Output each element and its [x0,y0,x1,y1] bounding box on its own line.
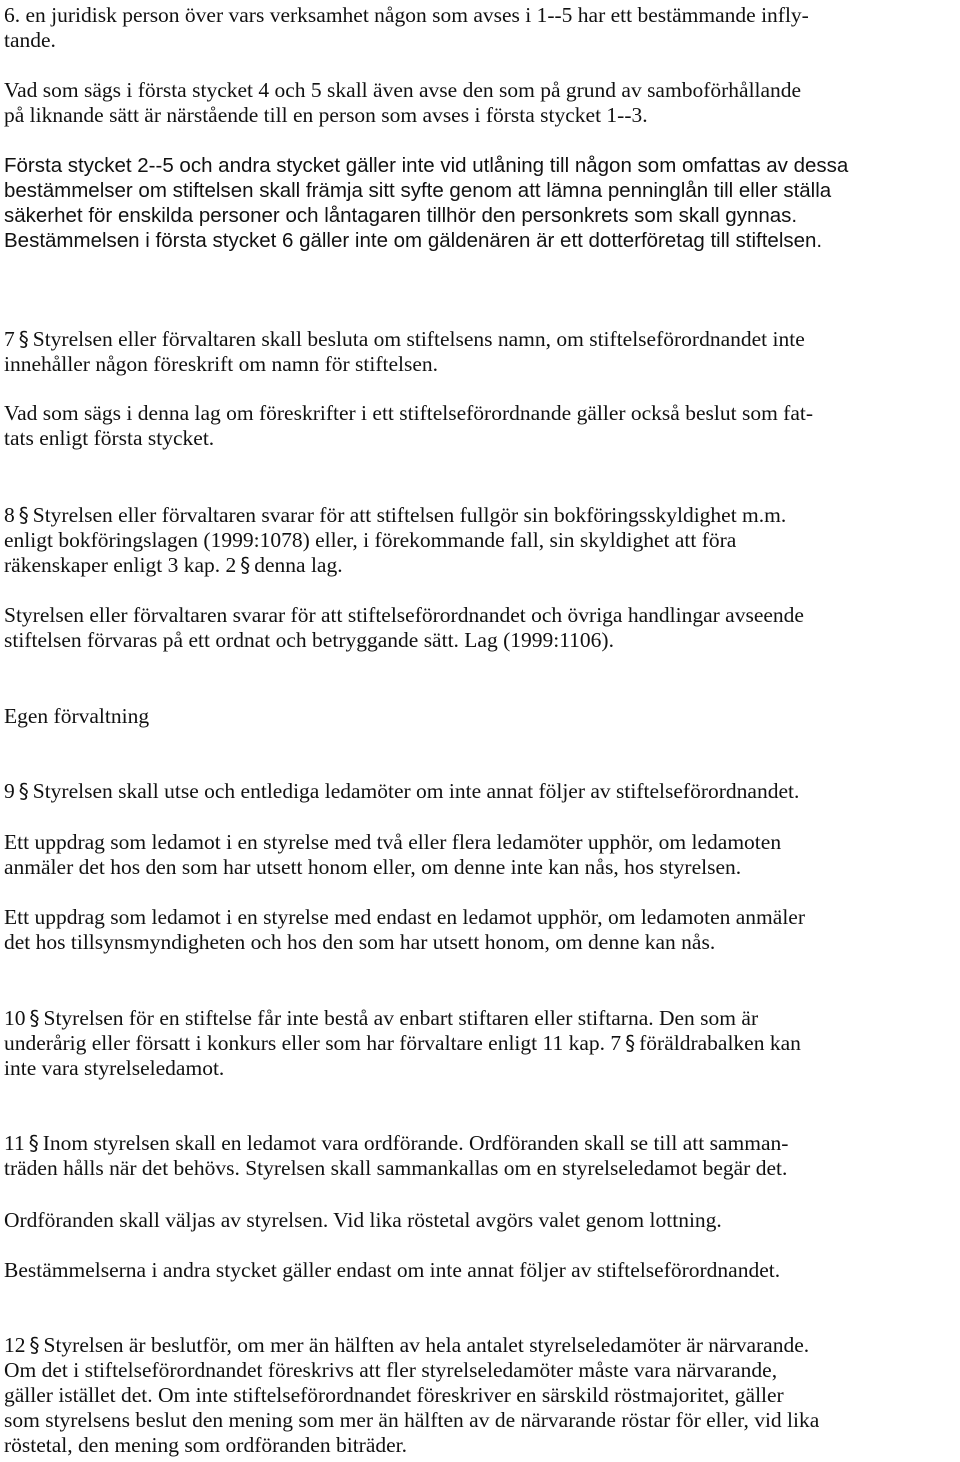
text-line: Vad som sägs i denna lag om föreskrifter i ett stiftelseförordnande gäller också beslut som fat- [4,401,814,425]
text-content: Styrelsen eller förvaltaren skall besluta om stiftelsens namn, om stiftelseförordnandet inte [32,327,805,351]
text-content: Inom styrelsen skall en ledamot vara ordförande. Ordföranden skall se till att samman- [42,1131,789,1155]
section-sign: § [18,327,29,351]
text-content: denna lag. [254,553,343,577]
section-10 [4,1006,950,1081]
text-content: underårig eller försatt i konkurs eller som har förvaltare enligt 11 kap. 7 [4,1031,622,1055]
text-line [4,1333,950,1358]
section-sign: § [240,553,251,577]
text-line: tande. [4,28,56,52]
paragraph-utlaning [4,153,950,253]
section-sign: § [28,1131,39,1155]
section-heading: Egen förvaltning [4,704,150,728]
section-9 [4,779,950,804]
text-line: på liknande sätt är närstående till en person som avses i första stycket 1--3. [4,103,648,127]
paragraph-item-6 [4,3,950,53]
text-line: träden hålls när det behövs. Styrelsen skall sammankallas om en styrelseledamot begär det. [4,1156,788,1180]
text-line: tats enligt första stycket. [4,426,215,450]
text-line: Bestämmelsen i första stycket 6 gäller inte om gäldenären är ett dotterföretag till stiftelsen. [4,229,823,252]
section-11 [4,1131,950,1181]
text-line: anmäler det hos den som har utsett honom eller, om denne inte kan nås, hos styrelsen. [4,855,742,879]
text-line: det hos tillsynsmyndigheten och hos den som har utsett honom, om denne kan nås. [4,930,716,954]
section-sign: § [29,1333,40,1357]
section-number: 12 [4,1333,26,1357]
text-line: säkerhet för enskilda personer och låntagaren tillhör den personkrets som skall gynnas. [4,204,798,227]
text-line [4,327,950,352]
text-line: Vad som sägs i första stycket 4 och 5 skall även avse den som på grund av samboförhållande [4,78,802,102]
text-line [4,1131,950,1156]
text-line: Ett uppdrag som ledamot i en styrelse med två eller flera ledamöter upphör, om ledamoten [4,830,782,854]
text-line [4,503,950,528]
text-content: räkenskaper enligt 3 kap. 2 [4,553,237,577]
text-line [4,1006,950,1031]
text-line [4,779,950,804]
text-line: stiftelsen förvaras på ett ordnat och betryggande sätt. Lag (1999:1106). [4,628,614,652]
text-line: Ett uppdrag som ledamot i en styrelse med endast en ledamot upphör, om ledamoten anmäler [4,905,805,929]
text-line: Första stycket 2--5 och andra stycket gäller inte vid utlåning till någon som omfattas av dessa [4,154,849,177]
text-line [4,553,950,578]
paragraph-flera-ledamoter [4,830,950,880]
text-line: röstetal, den mening som ordföranden biträder. [4,1433,408,1457]
text-line: som styrelsens beslut den mening som mer än hälften av de närvarande röstar för eller, vid lika [4,1408,820,1432]
section-number: 7 [4,327,15,351]
text-content: Styrelsen för en stiftelse får inte bestå av enbart stiftaren eller stiftarna. Den som är [43,1006,759,1030]
heading-egen-forvaltning [4,704,950,729]
section-sign: § [18,503,29,527]
section-sign: § [29,1006,40,1030]
text-line: gäller istället det. Om inte stiftelseförordnandet föreskriver en särskild röstmajoritet, gäller [4,1383,784,1407]
paragraph-en-ledamot [4,905,950,955]
section-7 [4,327,950,377]
text-content: Styrelsen eller förvaltaren svarar för att stiftelsen fullgör sin bokföringsskyldighet m.m. [32,503,787,527]
text-content: föräldrabalken kan [639,1031,801,1055]
text-content: Styrelsen är beslutför, om mer än hälften av hela antalet styrelseledamöter är närvarande. [43,1333,810,1357]
text-line: innehåller någon föreskrift om namn för stiftelsen. [4,352,439,376]
text-line: inte vara styrelseledamot. [4,1056,225,1080]
section-number: 9 [4,779,15,803]
paragraph-handlingar [4,603,950,653]
text-line: bestämmelser om stiftelsen skall främja sitt syfte genom att lämna penninglån till eller ställa [4,179,832,202]
text-line: Ordföranden skall väljas av styrelsen. Vid lika röstetal avgörs valet genom lottning. [4,1208,722,1232]
section-8 [4,503,950,578]
paragraph-foreskrifter [4,401,950,451]
section-12 [4,1333,950,1458]
section-sign: § [625,1031,636,1055]
paragraph-sambo [4,78,950,128]
text-line: Styrelsen eller förvaltaren svarar för att stiftelseförordnandet och övriga handlingar avseende [4,603,804,627]
section-number: 10 [4,1006,26,1030]
text-content: Styrelsen skall utse och entlediga ledamöter om inte annat följer av stiftelseförordnandet. [32,779,800,803]
text-line: Om det i stiftelseförordnandet föreskrivs att fler styrelseledamöter måste vara närvarande, [4,1358,778,1382]
text-line: 6. en juridisk person över vars verksamhet någon som avses i 1--5 har ett bestämmande infly- [4,3,809,27]
text-line: Bestämmelserna i andra stycket gäller endast om inte annat följer av stiftelseförordnandet. [4,1258,781,1282]
section-number: 8 [4,503,15,527]
paragraph-ordforande-val [4,1208,950,1233]
text-line [4,1031,950,1056]
text-line: enligt bokföringslagen (1999:1078) eller, i förekommande fall, sin skyldighet att föra [4,528,737,552]
paragraph-bestammelserna [4,1258,950,1283]
section-sign: § [18,779,29,803]
section-number: 11 [4,1131,25,1155]
